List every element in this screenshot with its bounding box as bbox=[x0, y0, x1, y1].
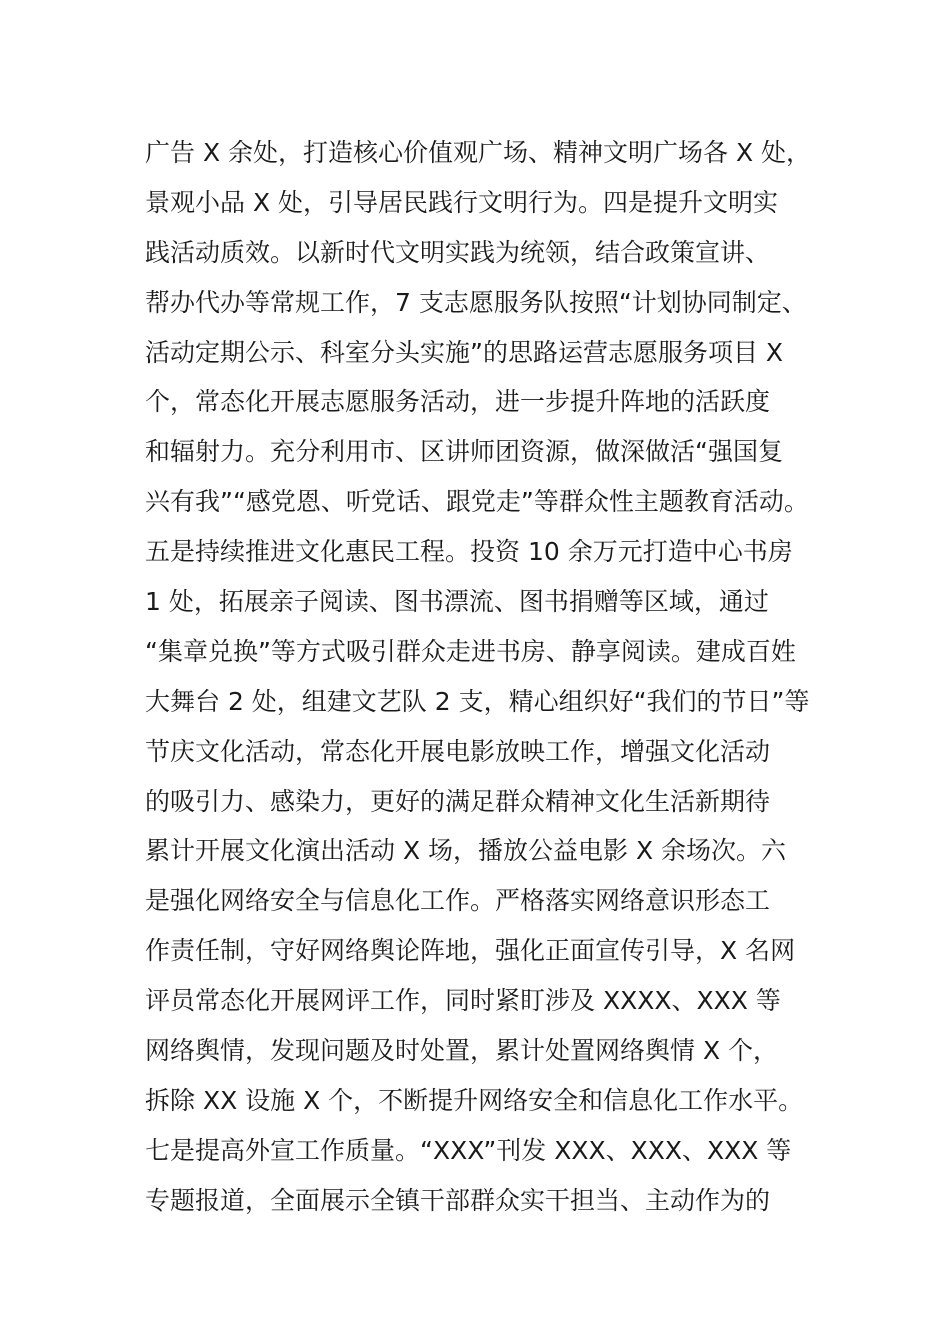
text-line-18: 评员常态化开展网评工作，同时紧盯涉及 XXXX、XXX 等 bbox=[145, 986, 781, 1016]
text-line-11: “集章兑换”等方式吸引群众走进书房、静享阅读。建成百姓 bbox=[145, 636, 796, 666]
body-text bbox=[145, 128, 835, 1226]
text-line-16: 是强化网络安全与信息化工作。严格落实网络意识形态工 bbox=[145, 886, 771, 916]
text-line-8: 兴有我”“感党恩、听党话、跟党走”等群众性主题教育活动。 bbox=[145, 487, 809, 517]
text-line-14: 的吸引力、感染力，更好的满足群众精神文化生活新期待 bbox=[145, 786, 771, 816]
text-line-1: 广告 X 余处，打造核心价值观广场、精神文明广场各 X 处， bbox=[145, 138, 812, 167]
text-line-15: 累计开展文化演出活动 X 场，播放公益电影 X 余场次。六 bbox=[145, 836, 787, 866]
text-line-13: 节庆文化活动，常态化开展电影放映工作，增强文化活动 bbox=[145, 736, 771, 766]
text-line-9: 五是持续推进文化惠民工程。投资 10 余万元打造中心书房 bbox=[145, 537, 793, 567]
text-line-3: 践活动质效。以新时代文明实践为统领，结合政策宣讲、 bbox=[145, 237, 771, 267]
text-line-7: 和辐射力。充分利用市、区讲师团资源，做深做活“强国复 bbox=[145, 437, 783, 467]
text-line-21: 七是提高外宣工作质量。“XXX”刊发 XXX、XXX、XXX 等 bbox=[145, 1135, 792, 1165]
text-line-10: 1 处，拓展亲子阅读、图书漂流、图书捐赠等区域，通过 bbox=[145, 587, 769, 617]
text-line-5: 活动定期公示、科室分头实施”的思路运营志愿服务项目 X bbox=[145, 337, 784, 367]
text-line-22: 专题报道，全面展示全镇干部群众实干担当、主动作为的 bbox=[145, 1185, 771, 1215]
text-line-19: 网络舆情，发现问题及时处置，累计处置网络舆情 X 个， bbox=[145, 1036, 779, 1066]
text-line-4: 帮办代办等常规工作，7 支志愿服务队按照“计划协同制定、 bbox=[145, 287, 807, 317]
text-line-2: 景观小品 X 处，引导居民践行文明行为。四是提升文明实 bbox=[145, 187, 779, 217]
text-line-17: 作责任制，守好网络舆论阵地，强化正面宣传引导，X 名网 bbox=[145, 936, 796, 966]
text-line-6: 个，常态化开展志愿服务活动，进一步提升阵地的活跃度 bbox=[145, 387, 771, 417]
text-line-20: 拆除 XX 设施 X 个，不断提升网络安全和信息化工作水平。 bbox=[145, 1085, 804, 1115]
text-line-12: 大舞台 2 处，组建文艺队 2 支，精心组织好“我们的节日”等 bbox=[145, 686, 810, 716]
